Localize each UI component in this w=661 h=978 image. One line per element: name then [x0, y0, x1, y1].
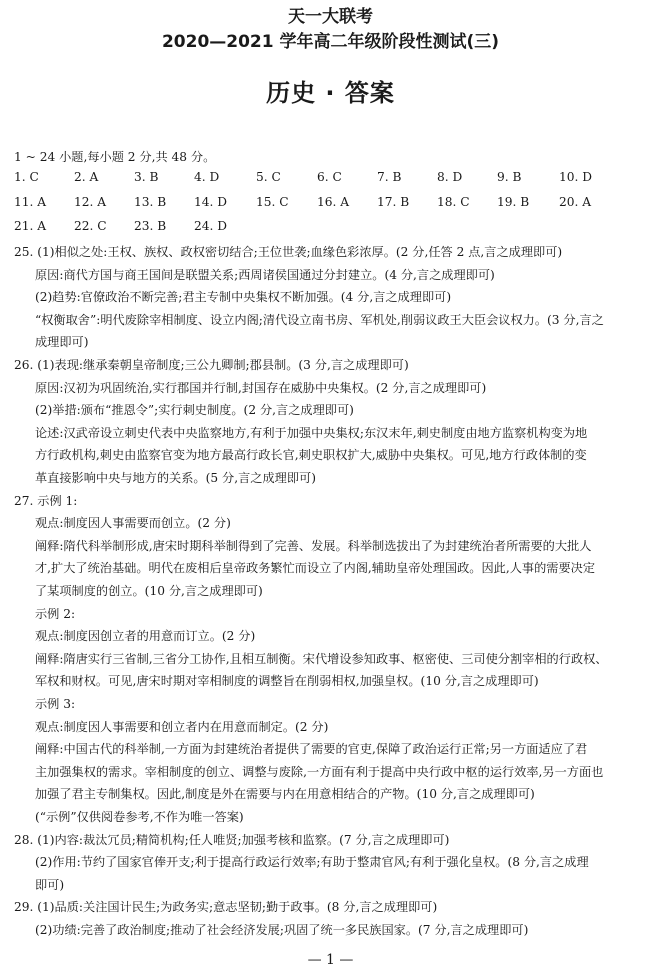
- answer-line: (2)趋势:官僚政治不断完善;君主专制中央集权不断加强。(4 分,言之成理即可): [35, 290, 452, 304]
- answer-item: 8. D: [437, 170, 463, 184]
- answer-line: 原因:汉初为巩固统治,实行郡国并行制,封国存在威胁中央集权。(2 分,言之成理即可): [35, 381, 487, 395]
- choice-intro: 1 ~ 24 小题,每小题 2 分,共 48 分。: [14, 150, 216, 164]
- answer-item: 21. A: [14, 219, 47, 233]
- answer-item: 12. A: [74, 195, 107, 209]
- answer-item: 17. B: [377, 195, 410, 209]
- answer-line: 主加强集权的需求。宰相制度的创立、调整与废除,一方面有利于提高中央行政中枢的运行效率,另一方面也: [35, 765, 604, 779]
- answer-line: 才,扩大了统治基础。明代在废相后皇帝政务繁忙而设立了内阁,辅助皇帝处理国政。因此,人事的需要决定: [35, 561, 596, 575]
- answer-item: 9. B: [497, 170, 522, 184]
- answer-line: 25. (1)相似之处:王权、族权、政权密切结合;王位世袭;血缘色彩浓厚。(2 分,任答 2 点,言之成理即可): [14, 245, 563, 259]
- answer-item: 16. A: [317, 195, 350, 209]
- answer-line: (2)功绩:完善了政治制度;推动了社会经济发展;巩固了统一多民族国家。(7 分,言之成理即可): [35, 923, 529, 937]
- answer-line: 军权和财权。可见,唐宋时期对宰相制度的调整旨在削弱相权,加强皇权。(10 分,言之成理即可): [35, 674, 539, 688]
- answer-item: 19. B: [497, 195, 530, 209]
- answer-item: 13. B: [134, 195, 167, 209]
- answer-line: 27. 示例 1:: [14, 494, 78, 508]
- answer-line: 29. (1)品质:关注国计民生;为政务实;意志坚韧;勤于政事。(8 分,言之成理即可): [14, 900, 438, 914]
- answer-line: 观点:制度因创立者的用意而订立。(2 分): [35, 629, 256, 643]
- answer-item: 11. A: [14, 195, 47, 209]
- answer-line: 观点:制度因人事需要和创立者内在用意而制定。(2 分): [35, 720, 329, 734]
- answer-line: 论述:汉武帝设立刺史代表中央监察地方,有利于加强中央集权;东汉末年,刺史制度由地方监察机构变为地: [35, 426, 588, 440]
- answer-line: 阐释:隋唐实行三省制,三省分工协作,且相互制衡。宋代增设参知政事、枢密使、三司使分割宰相的行政权、: [35, 652, 608, 666]
- answer-line: (2)作用:节约了国家官俸开支;利于提高行政运行效率;有助于整肃官风;有利于强化皇权。(8 分,言之成理: [35, 855, 589, 869]
- answer-line: 成理即可): [35, 335, 89, 349]
- answer-item: 2. A: [74, 170, 99, 184]
- answer-line: 观点:制度因人事需要而创立。(2 分): [35, 516, 231, 530]
- answer-line: 了某项制度的创立。(10 分,言之成理即可): [35, 584, 263, 598]
- answer-item: 1. C: [14, 170, 39, 184]
- answer-line: 示例 3:: [35, 697, 76, 711]
- exam-title: 2020—2021 学年高二年级阶段性测试(三): [161, 32, 500, 52]
- answer-item: 4. D: [194, 170, 220, 184]
- page-number: — 1 —: [307, 952, 354, 968]
- answer-item: 14. D: [194, 195, 228, 209]
- answer-item: 22. C: [74, 219, 107, 233]
- answer-line: 即可): [35, 878, 65, 892]
- answer-line: (2)举措:颁布“推恩令”;实行刺史制度。(2 分,言之成理即可): [35, 403, 354, 417]
- answer-line: (“示例”仅供阅卷参考,不作为唯一答案): [35, 810, 244, 824]
- answer-item: 18. C: [437, 195, 470, 209]
- answer-item: 24. D: [194, 219, 228, 233]
- answer-item: 7. B: [377, 170, 402, 184]
- answer-line: 阐释:中国古代的科举制,一方面为封建统治者提供了需要的官吏,保障了政治运行正常;另一方面适应了君: [35, 742, 588, 756]
- org-title: 天一大联考: [288, 7, 373, 27]
- answer-item: 6. C: [317, 170, 342, 184]
- answer-item: 10. D: [559, 170, 593, 184]
- answer-item: 20. A: [559, 195, 592, 209]
- answer-line: 革直接影响中央与地方的关系。(5 分,言之成理即可): [35, 471, 316, 485]
- answer-line: “权衡取舍”:明代废除宰相制度、设立内阁;清代设立南书房、军机处,削弱议政王大臣会议权力。(3 分,言之: [35, 313, 604, 327]
- answer-item: 23. B: [134, 219, 167, 233]
- answer-line: 原因:商代方国与商王国间是联盟关系;西周诸侯国通过分封建立。(4 分,言之成理即可): [35, 268, 495, 282]
- answer-line: 28. (1)内容:裁汰冗员;精简机构;任人唯贤;加强考核和监察。(7 分,言之成理即可): [14, 833, 450, 847]
- answer-item: 15. C: [256, 195, 289, 209]
- answer-line: 26. (1)表现:继承秦朝皇帝制度;三公九卿制;郡县制。(3 分,言之成理即可): [14, 358, 409, 372]
- answer-item: 3. B: [134, 170, 159, 184]
- answer-line: 加强了君主专制集权。因此,制度是外在需要与内在用意相结合的产物。(10 分,言之成理即可): [35, 787, 535, 801]
- answer-line: 阐释:隋代科举制形成,唐宋时期科举制得到了完善、发展。科举制选拔出了为封建统治者所需要的大批人: [35, 539, 592, 553]
- answer-line: 示例 2:: [35, 607, 76, 621]
- answer-line: 方行政机构,刺史由监察官变为地方最高行政长官,刺史职权扩大,威胁中央集权。可见,地方行政体制的变: [35, 448, 587, 462]
- answer-item: 5. C: [256, 170, 281, 184]
- subject-title: 历史 · 答案: [266, 79, 395, 107]
